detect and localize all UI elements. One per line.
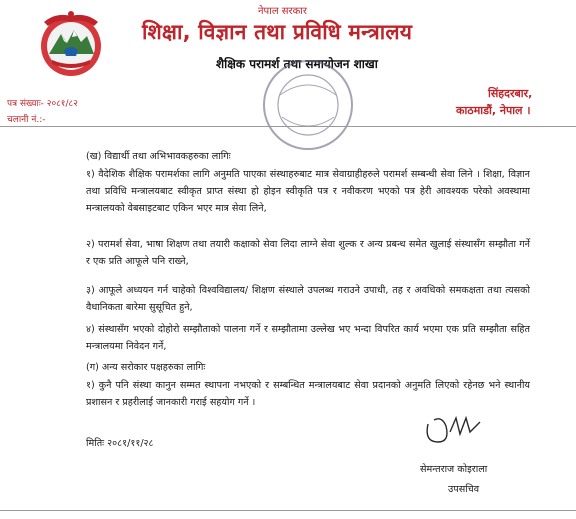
section-g-item-1: १) कुनै पनि संस्था कानुन सम्मत स्थापना नभएको र सम्बन्धित मन्त्रालयबाट सेवा प्रदानको अनुमति लिएको रहेनछ भने स्थानीय प्रशासन र प्रहरीलाई जानकारी गराई सहयोग गर्ने ।: [86, 380, 530, 408]
footer-divider: [0, 510, 576, 511]
letter-date: मितिः २०८१/११/२८: [86, 438, 154, 449]
location-line-1: सिंहदरबार,: [488, 87, 533, 100]
signer-designation: उपसचिव: [448, 484, 480, 495]
section-g-heading: (ग) अन्य सरोकार पक्षहरुका लागिः: [86, 362, 206, 373]
section-b-item-3: ३) आफूले अध्ययन गर्न चाहेको विश्वविद्यालय/ शिक्षण संस्थाले उपलब्ध गराउने उपाधी, तह र अवधिको समकक्षता तथा त्यसको वैधानिकता बारेमा सुसूचित हुने,: [86, 285, 530, 313]
section-b-heading: (ख) विद्यार्थी तथा अभिभावकहरुका लागिः: [86, 151, 231, 162]
official-stamp-icon: [258, 55, 358, 155]
header-divider: [0, 126, 576, 127]
nepal-emblem-icon: [34, 8, 108, 80]
section-b-item-2: २) परामर्श सेवा, भाषा शिक्षण तथा तयारी कक्षाको सेवा लिदा लाग्ने सेवा शुल्क र अन्य प्रबन्ध समेत खुलाई संस्थासँग सम्झौता गर्ने र एक प्रति आफूले पनि राख्ने,: [86, 239, 530, 267]
dispatch-number: चलानी नं.:-: [7, 115, 46, 125]
section-b-item-1: १) वैदेशिक शैक्षिक परामर्शका लागि अनुमति पाएका संस्थाहरुबाट मात्र सेवाग्राहीहरुले परामर्श सम्बन्धी सेवा लिने । शिक्षा, विज्ञान तथा प्रविधि मन्त्रालयबाट स्वीकृत प्राप्त संस्था हो होइन स्वीकृति पत्र र नवीकरण भएको पत्र हेरी आवश्यक परेको अवस्थामा मन्त्रालयको वेबसाइटबाट एकिन भएर मात्र सेवा लिने,: [86, 169, 530, 214]
government-title: नेपाल सरकार: [258, 6, 307, 17]
signer-name: सेमन्तराज कोइराला: [420, 464, 488, 475]
location-line-2: काठमाडौं, नेपाल ।: [456, 104, 531, 117]
section-b-item-4: ४) संस्थासँग भएको दोहोरो सम्झौताको पालना गर्ने र सम्झौतामा उल्लेख भए भन्दा विपरित कार्य भएमा एक प्रति सम्झौता सहित मन्त्रालयमा निवेदन गर्ने,: [86, 324, 530, 352]
branch-title: शैक्षिक परामर्श तथा समायोजन शाखा: [216, 57, 378, 71]
reference-number: पत्र संख्याः- २०८१/८२: [7, 99, 78, 109]
signature-icon: [420, 408, 500, 452]
ministry-title: शिक्षा, विज्ञान तथा प्रविधि मन्त्रालय: [142, 20, 413, 44]
